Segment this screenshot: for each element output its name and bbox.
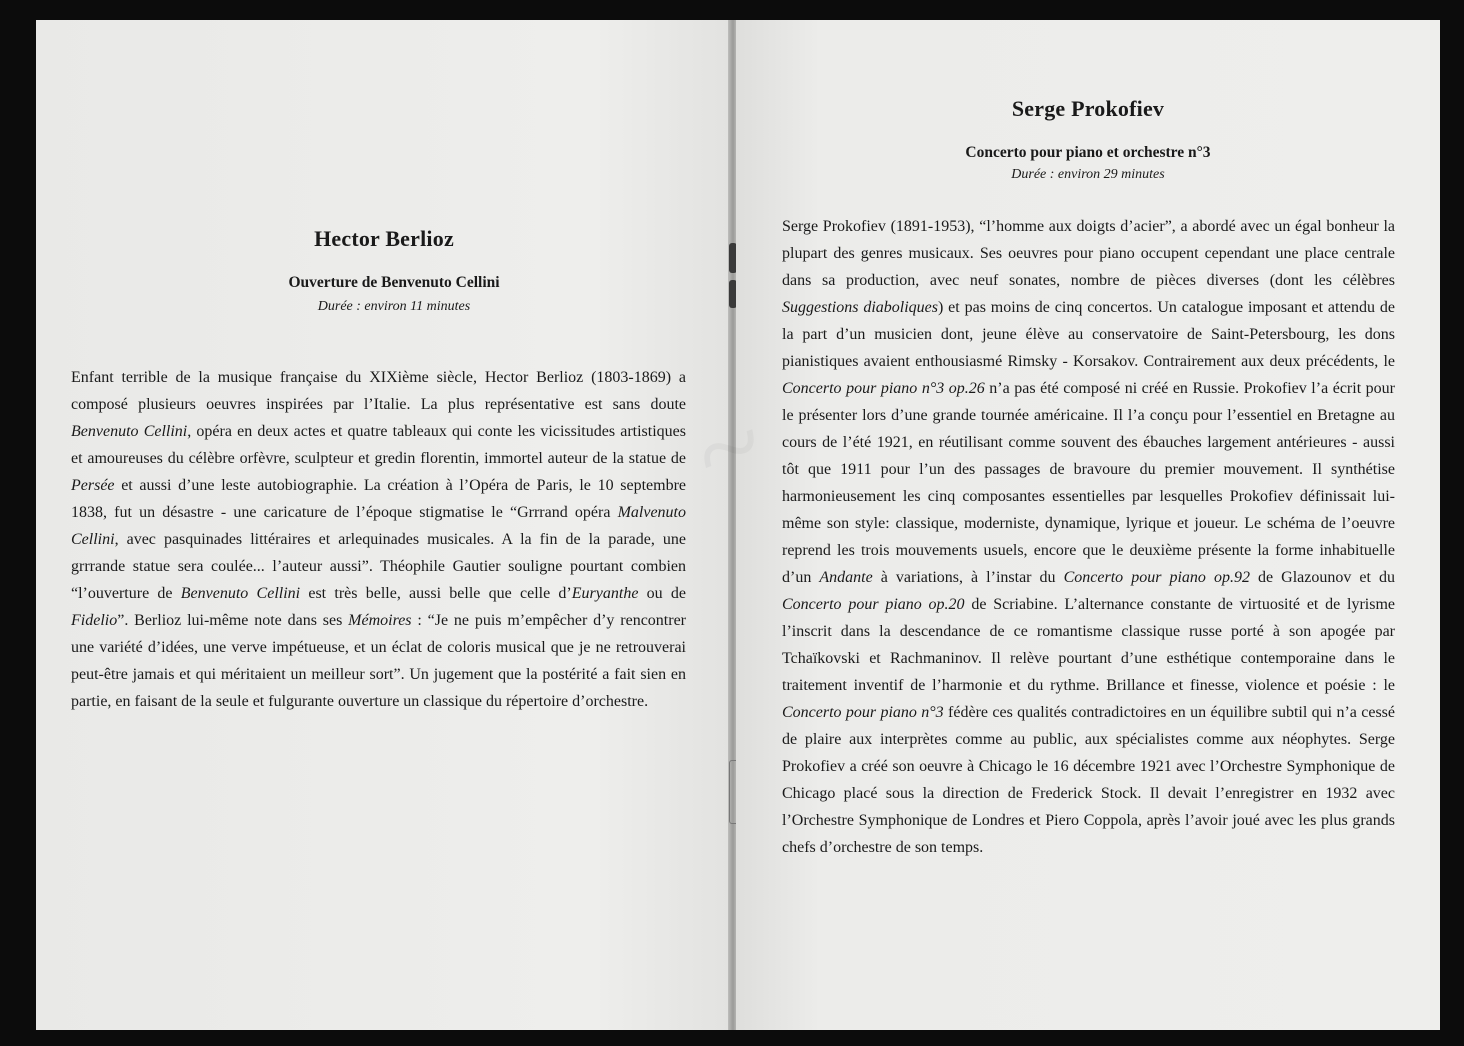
italic-title: Suggestions diaboliques	[782, 299, 938, 316]
italic-title: Malvenuto Cellini	[71, 504, 686, 548]
program-note-text: Serge Prokofiev (1891-1953), “l’homme aux doigts d’acier”, a abordé avec un égal bonheur la plupart des genres musicaux. Ses oeuvres pour piano occupent cependant une place centrale dans sa production, avec neuf sonates, nombre de pièces diverses (dont les célèbres Suggestions diaboliques) et pas moins de cinq concertos. Un catalogue imposant et attendu de la part d’un musicien dont, jeune élève au conservatoire de Saint-Petersbourg, les dons pianistiques avaient enthousiasmé Rimsky - Korsakov. Contrairement aux deux précédents, le Concerto pour piano n°3 op.26 n’a pas été composé ni créé en Russie. Prokofiev l’a écrit pour le présenter lors d’une grande tournée américaine. Il l’a conçu pour l’essentiel en Bretagne au cours de l’été 1921, en réutilisant comme souvent des ébauches largement antérieures - aussi tôt que 1911 pour l’un des passages de bravoure du premier mouvement. Il synthétise harmonieusement les cinq composantes essentielles par lesquelles Prokofiev définissait lui-même son style: classique, moderniste, dynamique, lyrique et joueur. Le schéma de l’oeuvre reprend les trois mouvements usuels, encore que le deuxième présente la forme inhabituelle d’un Andante à variations, à l’instar du Concerto pour piano op.92 de Glazounov et du Concerto pour piano op.20 de Scriabine. L’alternance constante de virtuosité et de lyrisme l’inscrit dans la descendance de ce romantisme classique russe porté à son apogée par Tchaïkovski et Rachmaninov. Il relève pourtant d’une esthétique contemporaine dans le traitement inventif de l’harmonie et du rythme. Brillance et finesse, violence et poésie : le Concerto pour piano n°3 fédère ces qualités contradictoires en un équilibre subtil qui n’a cessé de plaire aux interprètes comme au public, aux spécialistes comme aux néophytes. Serge Prokofiev a créé son oeuvre à Chicago le 16 décembre 1921 avec l’Orchestre Symphonique de Chicago placé sous la direction de Frederick Stock. Il devait l’enregistrer en 1932 avec l’Orchestre Symphonique de Londres et Piero Coppola, après l’avoir joué avec les plus grands chefs d’orchestre de son temps.	[782, 218, 1396, 856]
italic-title: Concerto pour piano n°3 op.26	[782, 380, 985, 397]
italic-title: Euryanthe	[571, 585, 639, 602]
italic-title: Benvenuto Cellini	[71, 423, 188, 440]
program-note-text: Enfant terrible de la musique française du XIXième siècle, Hector Berlioz (1803-1869) a composé plusieurs oeuvres inspirées par l’Italie. La plus représentative est sans doute Benvenuto Cellini, opéra en deux actes et quatre tableaux qui conte les vicissitudes artistiques et amoureuses du célèbre orfèvre, sculpteur et gredin florentin, immortel auteur de la statue de Persée et aussi d’une leste autobiographie. La création à l’Opéra de Paris, le 10 septembre 1838, fut un désastre - une caricature de l’époque stigmatise le “Grrrand opéra Malvenuto Cellini, avec pasquinades littéraires et arlequinades musicales. A la fin de la parade, une grrrande statue sera coulée... l’auteur aussi”. Théophile Gautier souligne pourtant combien “l’ouverture de Benvenuto Cellini est très belle, aussi belle que celle d’Euryanthe ou de Fidelio”. Berlioz lui-même note dans ses Mémoires : “Je ne puis m’empêcher d’y rencontrer une variété d’idées, une verve impétueuse, et un éclat de coloris musical que je ne retrouverai peut-être jamais et qui méritaient un meilleur sort”. Un jugement que la postérité a fait sien en partie, en faisant de la seule et fulgurante ouverture un classique du répertoire d’orchestre.	[71, 369, 687, 710]
work-title: Ouverture de Benvenuto Cellini	[288, 274, 500, 291]
work-duration: Durée : environ 11 minutes	[317, 299, 471, 314]
italic-title: Benvenuto Cellini	[180, 585, 301, 602]
work-duration: Durée : environ 29 minutes	[1011, 167, 1165, 182]
italic-title: Fidelio	[71, 612, 118, 629]
italic-title: Persée	[71, 477, 115, 494]
italic-title: Concerto pour piano op.92	[1063, 569, 1250, 586]
composer-heading: Hector Berlioz	[314, 226, 454, 251]
work-title: Concerto pour piano et orchestre n°3	[965, 144, 1211, 161]
italic-title: Mémoires	[348, 612, 412, 629]
right-page	[736, 20, 1440, 1030]
italic-title: Andante	[819, 569, 873, 586]
italic-title: Concerto pour piano n°3	[782, 704, 944, 721]
left-page	[36, 20, 732, 1030]
composer-heading: Serge Prokofiev	[1011, 96, 1165, 121]
italic-title: Concerto pour piano op.20	[782, 596, 965, 613]
